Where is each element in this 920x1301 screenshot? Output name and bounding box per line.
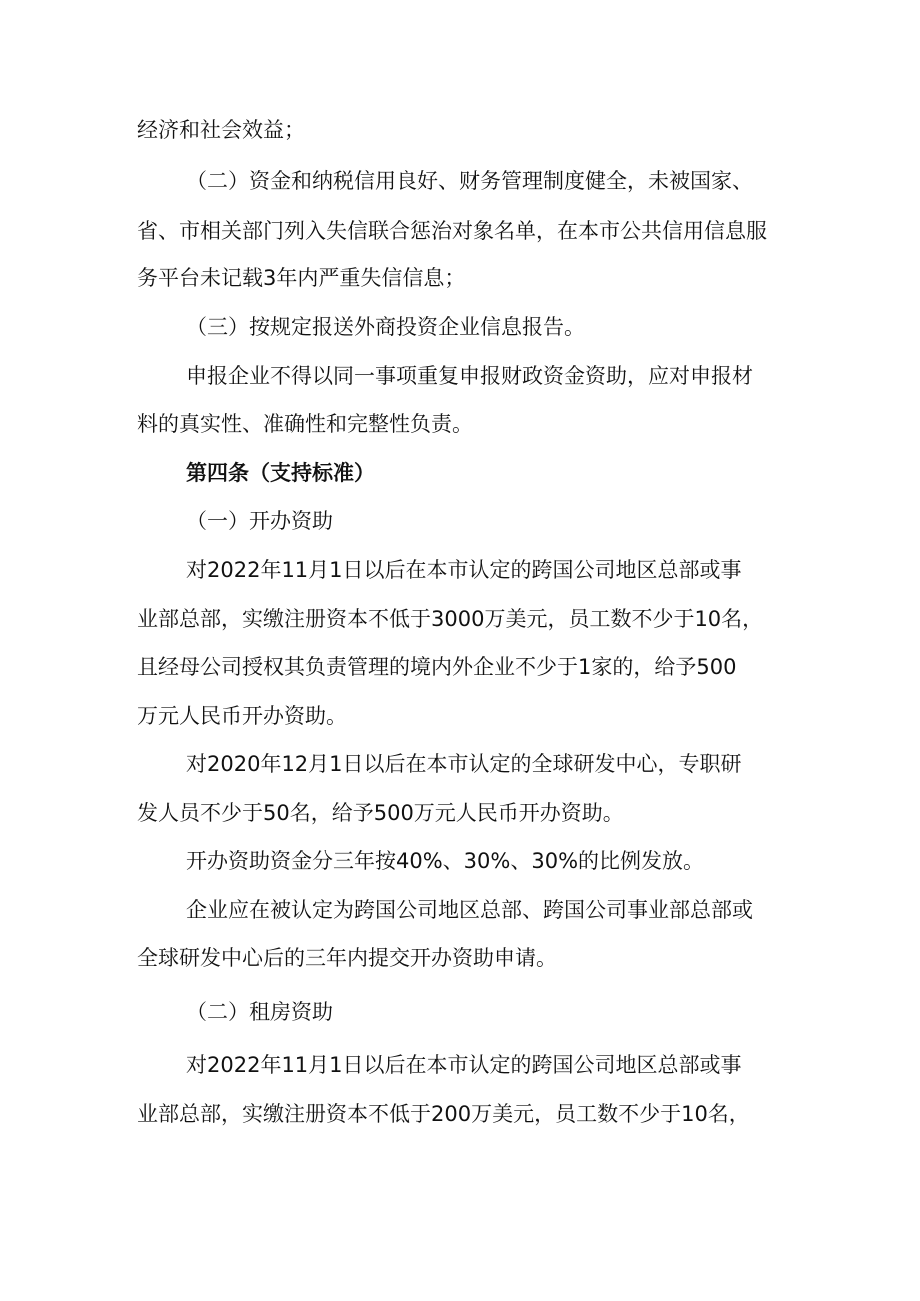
paragraph-line	[0, 696, 920, 736]
paragraph-line	[0, 599, 920, 639]
paragraph-line	[0, 1094, 920, 1134]
paragraph-line	[0, 307, 920, 347]
line-text: 万元人民币开办资助。	[137, 704, 347, 728]
line-text: 且经母公司授权其负责管理的境内外企业不少于1家的，给予500	[137, 655, 737, 679]
paragraph-line	[0, 110, 920, 150]
line-text: 业部总部，实缴注册资本不低于3000万美元，员工数不少于10名，	[137, 607, 764, 631]
line-text: （二）资金和纳税信用良好、财务管理制度健全，未被国家、	[186, 169, 753, 193]
line-text: 对2020年12月1日以后在本市认定的全球研发中心，专职研	[186, 752, 742, 776]
line-text: 业部总部，实缴注册资本不低于200万美元，员工数不少于10名，	[137, 1102, 750, 1126]
line-text: 对2022年11月1日以后在本市认定的跨国公司地区总部或事	[186, 558, 742, 582]
paragraph-line	[0, 744, 920, 784]
paragraph-line	[0, 793, 920, 833]
line-text: 经济和社会效益；	[137, 118, 305, 142]
paragraph-line	[0, 258, 920, 298]
line-text: 开办资助资金分三年按40%、30%、30%的比例发放。	[186, 849, 705, 873]
section-heading	[0, 453, 920, 493]
line-text: （一）开办资助	[186, 509, 333, 533]
heading-text: 第四条（支持标准）	[186, 461, 375, 485]
line-text: 对2022年11月1日以后在本市认定的跨国公司地区总部或事	[186, 1053, 742, 1077]
paragraph-line	[0, 356, 920, 396]
line-text: 料的真实性、准确性和完整性负责。	[137, 412, 473, 436]
line-text: 全球研发中心后的三年内提交开办资助申请。	[137, 946, 557, 970]
paragraph-line	[0, 992, 920, 1032]
paragraph-line	[0, 550, 920, 590]
line-text: 申报企业不得以同一事项重复申报财政资金资助，应对申报材	[186, 364, 753, 388]
paragraph-line	[0, 161, 920, 201]
paragraph-line	[0, 211, 920, 251]
line-text: 省、市相关部门列入失信联合惩治对象名单，在本市公共信用信息服	[137, 219, 767, 243]
line-text: （三）按规定报送外商投资企业信息报告。	[186, 315, 585, 339]
paragraph-line	[0, 404, 920, 444]
paragraph-line	[0, 841, 920, 881]
paragraph-line	[0, 890, 920, 930]
paragraph-line	[0, 501, 920, 541]
line-text: 务平台未记载3年内严重失信信息；	[137, 266, 466, 290]
paragraph-line	[0, 938, 920, 978]
line-text: 发人员不少于50名，给予500万元人民币开办资助。	[137, 801, 624, 825]
line-text: 企业应在被认定为跨国公司地区总部、跨国公司事业部总部或	[186, 898, 753, 922]
paragraph-line	[0, 647, 920, 687]
line-text: （二）租房资助	[186, 1000, 333, 1024]
paragraph-line	[0, 1045, 920, 1085]
